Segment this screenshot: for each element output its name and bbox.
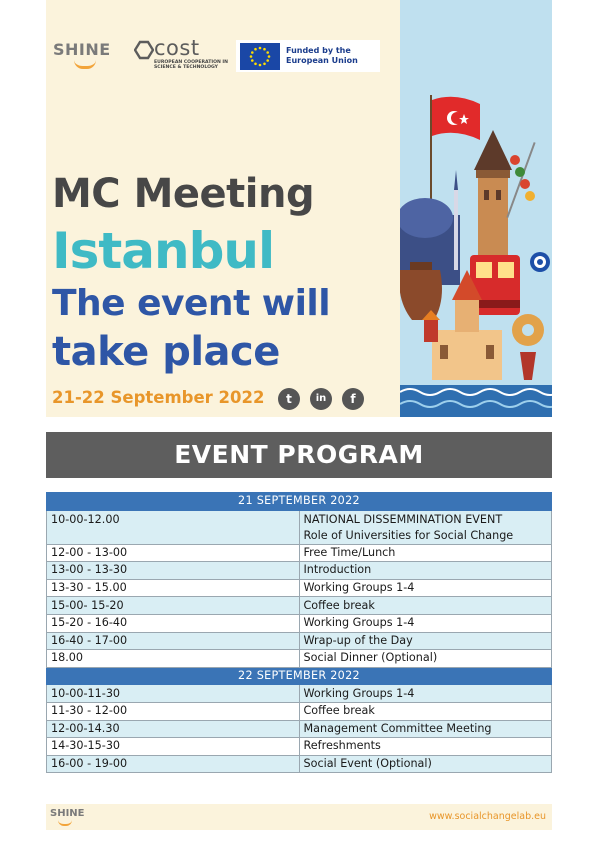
row-activity — [299, 510, 552, 544]
row-time: 13-00 - 13-30 — [47, 562, 300, 580]
row-time: 16-40 - 17-00 — [47, 632, 300, 650]
table-row — [47, 562, 552, 580]
row-activity: Management Committee Meeting — [299, 720, 552, 738]
row-time: 10-00-12.00 — [47, 510, 300, 544]
day-header-row — [47, 667, 552, 685]
shine-logo: SHINE — [53, 40, 111, 59]
row-activity: Free Time/Lunch — [299, 544, 552, 562]
row-time: 12-00-14.30 — [47, 720, 300, 738]
table-row — [47, 632, 552, 650]
linkedin-icon[interactable]: in — [310, 388, 332, 410]
day-header: 22 SEPTEMBER 2022 — [47, 667, 552, 685]
row-activity-subtitle: Role of Universities for Social Change — [303, 528, 514, 542]
headline-city: Istanbul — [52, 222, 275, 280]
row-time: 15-00- 15-20 — [47, 597, 300, 615]
footer-shine-logo: SHINE — [50, 808, 85, 819]
istanbul-illustration — [400, 0, 552, 417]
table-row — [47, 702, 552, 720]
cost-logo-subtitle: EUROPEAN COOPERATION IN SCIENCE & TECHNOLOGY — [154, 60, 228, 70]
shine-smile-icon — [74, 60, 96, 69]
row-time: 11-30 - 12-00 — [47, 702, 300, 720]
row-activity: Working Groups 1-4 — [299, 614, 552, 632]
row-time: 18.00 — [47, 650, 300, 668]
table-row — [47, 579, 552, 597]
footer — [46, 804, 552, 830]
table-row — [47, 685, 552, 703]
row-time: 13-30 - 15.00 — [47, 579, 300, 597]
row-activity: Working Groups 1-4 — [299, 685, 552, 703]
row-activity: Coffee break — [299, 702, 552, 720]
facebook-icon[interactable]: f — [342, 388, 364, 410]
row-time: 14-30-15-30 — [47, 738, 300, 756]
twitter-icon[interactable]: t — [278, 388, 300, 410]
row-time: 10-00-11-30 — [47, 685, 300, 703]
program-table — [46, 492, 552, 773]
table-row — [47, 597, 552, 615]
headline-line-3: The event will — [52, 283, 331, 324]
istanbul-landmarks-icon — [400, 0, 552, 417]
cost-logo-icon — [134, 40, 154, 60]
table-row — [47, 755, 552, 773]
table-row — [47, 544, 552, 562]
row-activity: Coffee break — [299, 597, 552, 615]
table-row — [47, 720, 552, 738]
row-time: 15-20 - 16-40 — [47, 614, 300, 632]
table-row — [47, 614, 552, 632]
row-activity-title: NATIONAL DISSEMMINATION EVENT — [303, 512, 503, 526]
cost-logo-text: cost — [154, 36, 200, 60]
eu-funding-text: Funded by the European Union — [286, 46, 358, 65]
event-program-heading: EVENT PROGRAM — [46, 432, 552, 478]
table-row — [47, 738, 552, 756]
table-row — [47, 510, 552, 544]
headline-mc-meeting: MC Meeting — [52, 171, 315, 217]
event-dates: 21-22 September 2022 — [52, 388, 265, 407]
row-time: 16-00 - 19-00 — [47, 755, 300, 773]
row-time: 12-00 - 13-00 — [47, 544, 300, 562]
eu-funding-badge — [236, 40, 380, 72]
row-activity: Refreshments — [299, 738, 552, 756]
row-activity: Introduction — [299, 562, 552, 580]
footer-smile-icon — [58, 820, 72, 826]
day-header: 21 SEPTEMBER 2022 — [47, 493, 552, 511]
day-header-row — [47, 493, 552, 511]
footer-website-link[interactable]: www.socialchangelab.eu — [429, 811, 546, 822]
table-row — [47, 650, 552, 668]
row-activity: Working Groups 1-4 — [299, 579, 552, 597]
headline-line-4: take place — [52, 329, 280, 375]
partner-logos — [50, 38, 390, 78]
row-activity: Social Dinner (Optional) — [299, 650, 552, 668]
eu-flag-icon — [240, 43, 280, 70]
row-activity: Wrap-up of the Day — [299, 632, 552, 650]
row-activity: Social Event (Optional) — [299, 755, 552, 773]
